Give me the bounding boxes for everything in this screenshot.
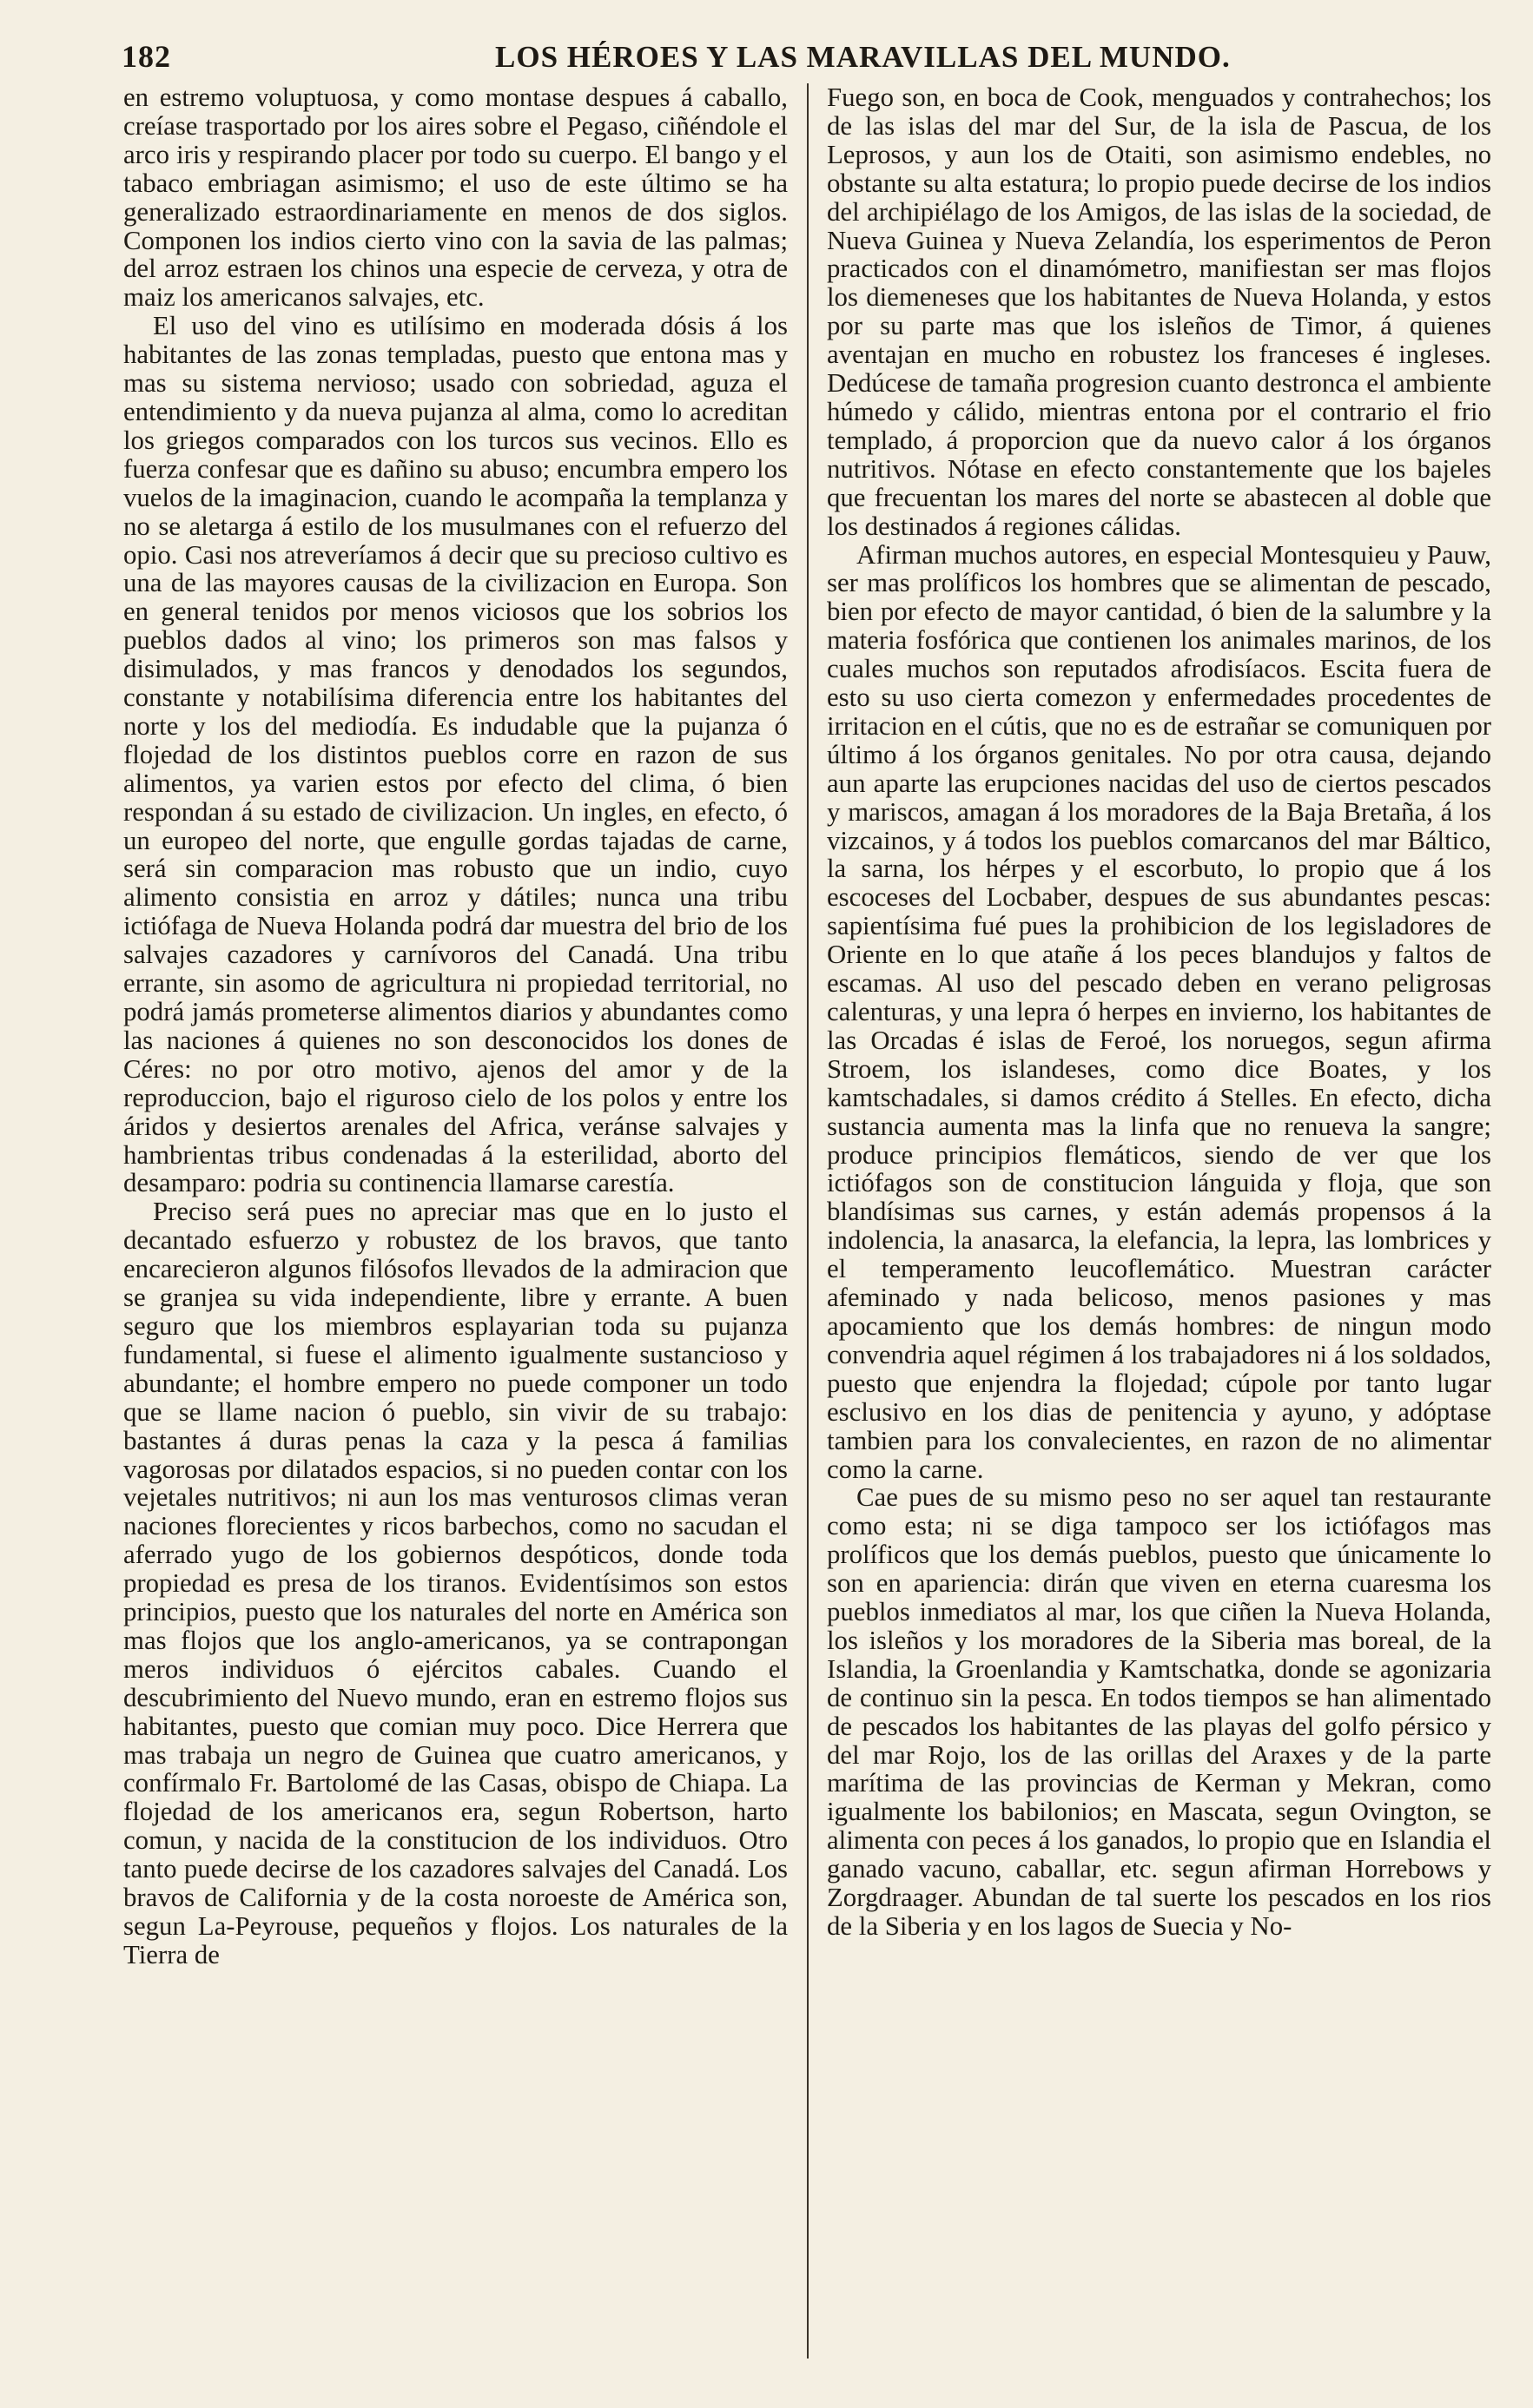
paragraph: en estremo voluptuosa, y como montase despues á caballo, creíase trasportado por los aires sobre el Pegaso, ciñéndole el arco iris y respirando placer por todo su cuerpo. El bango y el tabaco embriagan asimismo; el uso de este último se ha generalizado estraordinariamente en menos de dos siglos. Componen los indios cierto vino con la savia de las palmas; del arroz estraen los chinos una especie de cerveza, y otra de maiz los americanos salvajes, etc. [123, 82, 788, 313]
right-column [827, 83, 1491, 1941]
paragraph: Cae pues de su mismo peso no ser aquel tan restaurante como esta; ni se diga tampoco ser los ictiófagos mas prolíficos que los demás pueblos, puesto que únicamente lo son en apariencia: dirán que viven en eterna cuaresma los pueblos inmediatos al mar, los que ciñen la Nueva Holanda, los isleños y los moradores de la Siberia mas boreal, de la Islandia, la Groenlandia y Kamtschatka, donde se agonizaria de continuo sin la pesca. En todos tiempos se han alimentado de pescados los habitantes de las playas del golfo pérsico y del mar Rojo, los de las orillas del Araxes y de la parte marítima de las provincias de Kerman y Mekran, como igualmente los babilonios; en Mascata, segun Ovington, se alimenta con peces á los ganados, lo propio que en Islandia el ganado vacuno, caballar, etc. segun afirman Horrebows y Zorgdraager. Abundan de tal suerte los pescados en los rios de la Siberia y en los lagos de Suecia y No- [827, 1482, 1491, 1941]
paragraph: Fuego son, en boca de Cook, menguados y contrahechos; los de las islas del mar del Sur, de la isla de Pascua, de los Leprosos, y aun los de Otaiti, son asimismo endebles, no obstante su alta estatura; lo propio puede decirse de los indios del archipiélago de los Amigos, de las islas de la sociedad, de Nueva Guinea y Nueva Zelandía, los esperimentos de Peron practicados con el dinamómetro, manifiestan ser mas flojos los diemeneses que los habitantes de Nueva Holanda, y estos por su parte mas que los isleños de Timor, á quienes aventajan en mucho en robustez los franceses é ingleses. Dedúcese de tamaña progresion cuanto destronca el ambiente húmedo y cálido, mientras entona por el contrario el frio templado, á proporcion que da nuevo calor á los órganos nutritivos. Nótase en efecto constantemente que los bajeles que frecuentan los mares del norte se abastecen al doble que los destinados á regiones cálidas. [827, 82, 1491, 541]
column-divider [807, 83, 809, 2359]
text-columns [123, 83, 1496, 2393]
running-title: LOS HÉROES Y LAS MARAVILLAS DEL MUNDO. [495, 40, 1231, 74]
paragraph: Preciso será pues no apreciar mas que en lo justo el decantado esfuerzo y robustez de los bravos, que tanto encarecieron algunos filósofos llevados de la admiracion que se granjea su vida independiente, libre y errante. A buen seguro que los miembros esplayarian toda su pujanza fundamental, si fuese el alimento igualmente sustancioso y abundante; el hombre empero no puede componer un todo que se llame nacion ó pueblo, sin vivir de su trabajo: bastantes á duras penas la caza y la pesca á familias vagorosas por dilatados espacios, si no pueden contar con los vejetales nutritivos; ni aun los mas venturosos climas veran naciones florecientes y ricos barbechos, como no sacudan el aferrado yugo de los gobiernos despóticos, donde toda propiedad es presa de los tiranos. Evidentísimos son estos principios, puesto que los naturales del norte en América son mas flojos que los anglo-americanos, ya se contrapongan meros individuos ó ejércitos cabales. Cuando el descubrimiento del Nuevo mundo, eran en estremo flojos sus habitantes, puesto que comian muy poco. Dice Herrera que mas trabaja un negro de Guinea que cuatro americanos, y confírmalo Fr. Bartolomé de las Casas, obispo de Chiapa. La flojedad de los americanos era, segun Robertson, harto comun, y nacida de la constitucion de los individuos. Otro tanto puede decirse de los cazadores salvajes del Canadá. Los bravos de California y de la costa noroeste de América son, segun La-Peyrouse, pequeños y flojos. Los naturales de la Tierra de [123, 1197, 788, 1969]
paragraph: Afirman muchos autores, en especial Montesquieu y Pauw, ser mas prolíficos los hombres que se alimentan de pescado, bien por efecto de mayor cantidad, ó bien de la salumbre y la materia fosfórica que contienen los animales marinos, de los cuales muchos son reputados afrodisíacos. Escita fuera de esto su uso cierta comezon y enfermedades procedentes de irritacion en el cútis, que no es de estrañar se comuniquen por último á los órganos genitales. No por otra causa, dejando aun aparte las erupciones nacidas del uso de ciertos pescados y mariscos, amagan á los moradores de la Baja Bretaña, á los vizcainos, y á todos los pueblos comarcanos del mar Báltico, la sarna, los hérpes y el escorbuto, lo propio que á los escoceses del Locbaber, despues de sus abundantes pescas: sapientísima fué pues la prohibicion de los legisladores de Oriente en lo que atañe á los peces blandujos y faltos de escamas. Al uso del pescado deben en verano peligrosas calenturas, y una lepra ó herpes en invierno, los habitantes de las Orcadas é islas de Feroé, los noruegos, segun afirma Stroem, los islandeses, como dice Boates, y los kamtschadales, si damos crédito á Stelles. En efecto, dicha sustancia aumenta mas la linfa que no renueva la sangre; produce principios flemáticos, siendo de ver que los ictiófagos son de constitucion lánguida y floja, que son blandísimas sus carnes, y están además propensos á la indolencia, la anasarca, la elefancia, la lepra, las lombrices y el temperamento leucoflemático. Muestran carácter afeminado y nada belicoso, menos pasiones y mas apocamiento que los demás hombres: de ningun modo convendria aquel régimen á los trabajadores ni á los soldados, puesto que enjendra la flojedad; cúpole por tanto lugar esclusivo en los dias de penitencia y ayuno, y adóptase tambien para los convalecientes, en razon de no alimentar como la carne. [827, 539, 1491, 1484]
paragraph: El uso del vino es utilísimo en moderada dósis á los habitantes de las zonas templadas, puesto que entona mas y mas su sistema nervioso; usado con sobriedad, aguza el entendimiento y da nueva pujanza al alma, como lo acreditan los griegos comparados con los turcos sus vecinos. Ello es fuerza confesar que es dañino su abuso; encumbra empero los vuelos de la imaginacion, cuando le acompaña la templanza y no se aletarga á estilo de los musulmanes con el refuerzo del opio. Casi nos atreveríamos á decir que su precioso cultivo es una de las mayores causas de la civilizacion en Europa. Son en general tenidos por menos viciosos que los sobrios los pueblos dados al vino; los primeros son mas falsos y disimulados, y mas francos y denodados los segundos, constante y notabilísima diferencia entre los habitantes del norte y los del mediodía. Es indudable que la pujanza ó flojedad de los distintos pueblos corre en razon de sus alimentos, ya varien estos por efecto del clima, ó bien respondan á su estado de civilizacion. Un ingles, en efecto, ó un europeo del norte, que engulle gordas tajadas de carne, será sin comparacion mas robusto que un indio, cuyo alimento consistia en arroz y dátiles; nunca una tribu ictiófaga de Nueva Holanda podrá dar muestra del brio de los salvajes cazadores y carnívoros del Canadá. Una tribu errante, sin asomo de agricultura ni propiedad territorial, no podrá jamás prometerse alimentos diarios y abundantes como las naciones á quienes no son desconocidos los dones de Céres: no por otro motivo, ajenos del amor y de la reproduccion, bajo el riguroso cielo de los polos y entre los áridos y desiertos arenales del Africa, veránse salvajes y hambrientas tribus condenadas á la esterilidad, aborto del desamparo: podria su continencia llamarse carestía. [123, 311, 788, 1198]
page-number: 182 [122, 39, 171, 74]
page-header [122, 38, 1490, 87]
left-column [123, 83, 788, 1969]
